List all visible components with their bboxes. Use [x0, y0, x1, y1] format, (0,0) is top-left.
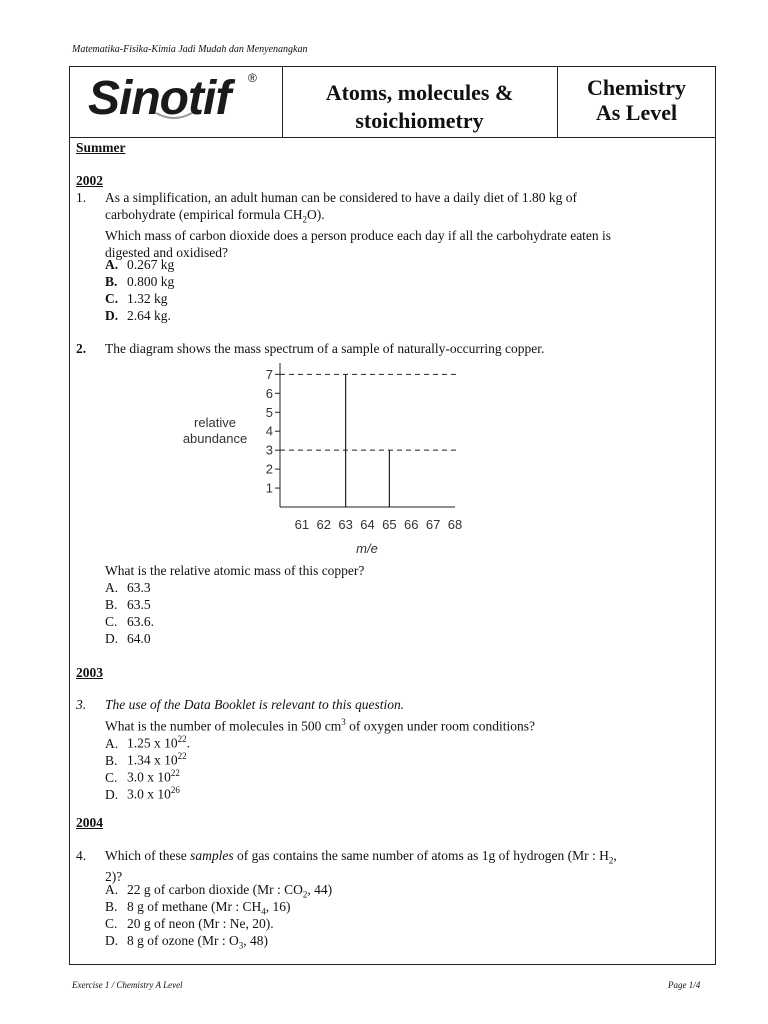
q2-option-a: A. 63.3 — [105, 580, 151, 595]
q4-line-2: 2)? — [105, 869, 123, 885]
x-tick-label: 61 — [294, 517, 310, 532]
q1-option-d: D. 2.64 kg. — [105, 308, 171, 323]
q4-option-c: C. 20 g of neon (Mr : Ne, 20). — [105, 916, 274, 931]
q4-option-b: B. 8 g of methane (Mr : $CH_4$, 16) — [105, 899, 291, 917]
mass-spectrum-chart — [170, 363, 470, 559]
q2-text: The diagram shows the mass spectrum of a sample of naturally-occurring copper. — [105, 341, 545, 356]
logo-cell — [70, 67, 283, 137]
worksheet-frame — [69, 66, 716, 965]
title-line-1: Atoms, molecules & — [325, 80, 514, 105]
q1-line-3: Which mass of carbon dioxide does a person produce each day if all the carbohydrate eaten is — [105, 228, 612, 244]
subject-cell — [558, 67, 715, 137]
footer-right: Page 1/4 — [668, 980, 701, 990]
year-heading-2002: 2002 — [76, 173, 103, 188]
q1-option-a: A. 0.267 kg — [105, 257, 175, 272]
q3-option-c: C. 3.0 x $10^{22}$ — [105, 768, 180, 785]
y-tick-label: 4 — [265, 423, 273, 439]
year-heading-2003: 2003 — [76, 665, 103, 680]
q1-option-b: B. 0.800 kg — [105, 274, 175, 289]
y-tick-label: 6 — [265, 385, 273, 401]
q3-option-b: B. 1.34 x $10^{22}$ — [105, 751, 187, 768]
q3-text: What is the number of molecules in 500 $cm^3$ of oxygen under room conditions? — [105, 717, 536, 734]
x-tick-label: 66 — [404, 517, 419, 532]
q2-option-c: C. 63.6. — [105, 614, 154, 629]
q3-note: The use of the Data Booklet is relevant to this question. — [105, 697, 405, 712]
q1-line-1: As a simplification, an adult human can be considered to have a daily diet of 1.80 kg of — [105, 190, 577, 205]
subject-line-1: Chemistry — [587, 75, 686, 100]
y-tick-label: 5 — [265, 404, 273, 420]
year-heading-2004: 2004 — [76, 815, 103, 830]
title-line-2: stoichiometry — [355, 108, 484, 133]
x-tick-label: 63 — [338, 517, 353, 532]
section-heading: Summer — [76, 140, 126, 155]
q4-option-d: D. 8 g of ozone (Mr : $O_3$, 48) — [105, 933, 268, 951]
q1-text — [105, 190, 709, 262]
x-tick-label: 67 — [425, 517, 441, 532]
y-axis-label: relative — [194, 415, 236, 430]
running-header: Matematika-Fisika-Kimia Jadi Mudah dan Menyenangkan — [72, 44, 308, 55]
page-title — [282, 67, 558, 137]
x-tick-label: 62 — [316, 517, 331, 532]
x-tick-label: 65 — [382, 517, 397, 532]
x-axis-label: m/e — [356, 541, 378, 556]
q1-number: 1. — [76, 190, 87, 205]
q2-question: What is the relative atomic mass of this copper? — [105, 563, 365, 578]
q3-number: 3. — [76, 697, 87, 712]
subject-line-2: As Level — [595, 100, 678, 125]
q4-option-a: A. 22 g of carbon dioxide (Mr : $CO_2$, 44) — [105, 882, 333, 900]
y-tick-label: 1 — [265, 480, 273, 496]
q2-option-d: D. 64.0 — [105, 631, 151, 646]
q2-number: 2. — [76, 341, 87, 356]
logo: Sinotif — [88, 72, 231, 125]
registered-mark: ® — [248, 71, 257, 85]
q4-number: 4. — [76, 848, 87, 863]
footer-left: Exercise 1 / Chemistry A Level — [72, 980, 183, 990]
y-axis-label: abundance — [182, 431, 248, 446]
q1-line-2: carbohydrate (empirical formula $CH_2O$). — [105, 206, 325, 225]
q1-option-c: C. 1.32 kg — [105, 291, 168, 306]
y-tick-label: 2 — [265, 461, 273, 477]
x-tick-label: 64 — [360, 517, 375, 532]
x-tick-label: 68 — [447, 517, 463, 532]
y-tick-label: 7 — [265, 366, 273, 382]
q4-text — [105, 848, 709, 886]
q3-option-a: A. 1.25 x $10^{22}$. — [105, 734, 190, 751]
y-tick-label: 3 — [265, 442, 273, 458]
q1-line-4: digested and oxidised? — [105, 245, 228, 261]
q4-line-1: Which of these samples of gas contains the same number of atoms as 1g of hydrogen (Mr : $H_2$, — [105, 848, 617, 866]
header-table — [70, 67, 715, 138]
q2-option-b: B. 63.5 — [105, 597, 151, 612]
q3-option-d: D. 3.0 x $10^{26}$ — [105, 785, 180, 802]
logo-swoosh-icon — [154, 111, 194, 121]
